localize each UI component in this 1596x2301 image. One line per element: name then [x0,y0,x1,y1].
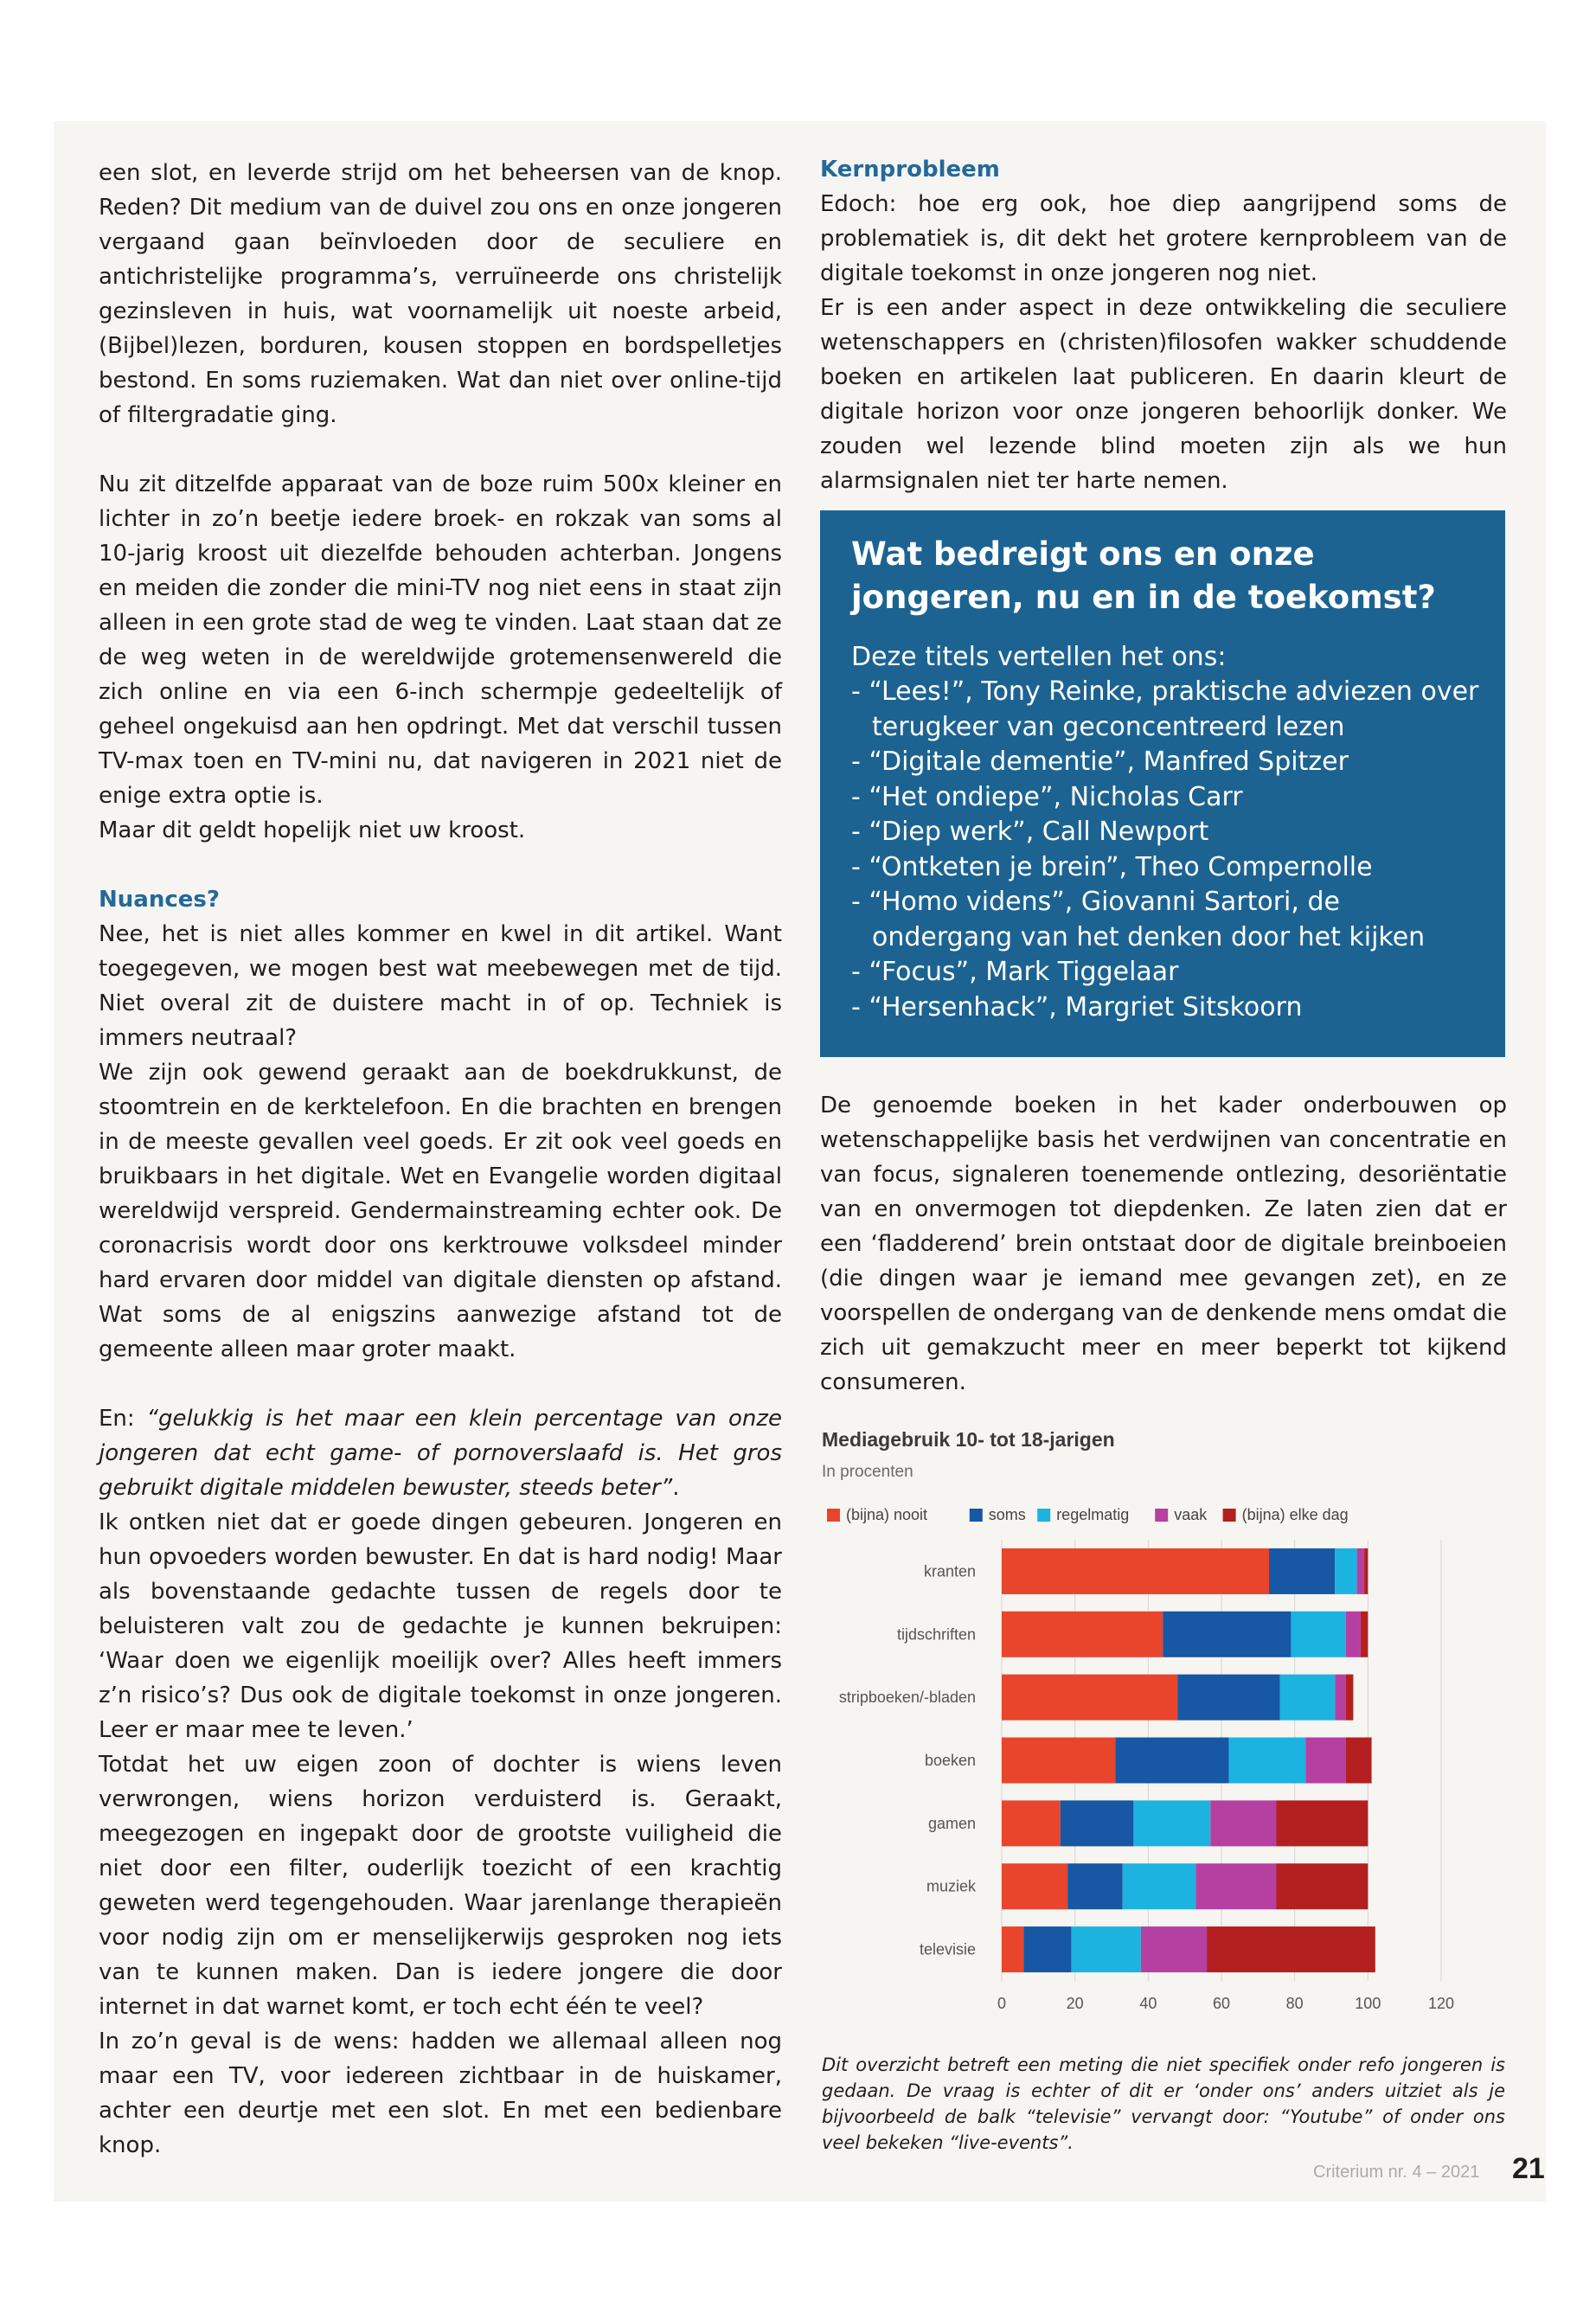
x-tick-label: 40 [1139,1995,1157,2012]
bar-segment [1002,1675,1177,1721]
bar-segment [1364,1548,1368,1594]
paragraph: Edoch: hoe erg ook, hoe diep aangrijpend soms de problematiek is, dit dekt het grotere kernprobleem van de digitale toekomst in onze jongeren nog niet. [820,191,1507,286]
paragraph: In zo’n geval is de wens: hadden we allemaal alleen nog maar een TV, voor iedereen zichtbaar in de huiskamer, achter een deurtje met een slot. En met een bedienbare knop. [99,2029,782,2158]
legend-swatch [1037,1509,1050,1522]
paragraph: Nee, het is niet alles kommer en kwel in dit artikel. Want toegegeven, we mogen best wat meebewegen met de tijd. Niet overal zit de duistere macht in of op. Techniek is immers neutraal? [99,921,782,1051]
category-label: televisie [919,1940,976,1958]
bar-segment [1357,1548,1364,1594]
bar-segment [1023,1926,1071,1972]
bar-segment [1346,1738,1372,1784]
quote-suffix: . [672,1475,680,1501]
book-item: - “Ontketen je brein”, Theo Compernolle [851,851,1373,882]
bar-segment [1002,1863,1067,1909]
bar-segment [1305,1738,1346,1784]
category-label: stripboeken/-bladen [838,1689,976,1707]
bar-segment [1123,1863,1196,1909]
paragraph: een slot, en leverde strijd om het beheersen van de knop. Reden? Dit medium van de duivel zou ons en onze jongeren vergaand gaan beïnvloeden door de seculiere en antichristelijke programma’s, verruïneerde ons christelijk gezinsleven in huis, wat voornamelijk uit noeste arbeid, (Bijbel)lezen, borduren, kousen stoppen en bordspelletjes bestond. En soms ruziemaken. Wat dan niet over online-tijd of filtergradatie ging. [99,160,782,428]
bar-segment [1002,1612,1163,1657]
legend-label: regelmatig [1056,1506,1130,1523]
legend-swatch [970,1509,983,1522]
section-heading: Nuances? [99,887,220,913]
paragraph [99,1401,782,1505]
book-item: - “Het ondiepe”, Nicholas Carr [851,781,1243,812]
bar-segment [1210,1800,1276,1846]
bar-segment [1061,1800,1134,1846]
category-label: muziek [926,1877,976,1895]
page-number: 21 [1512,2152,1545,2185]
box-title: Wat bedreigt ons en onze jongeren, nu en in de toekomst? [851,535,1436,616]
category-label: boeken [924,1752,976,1769]
footer-publication: Criterium nr. 4 – 2021 [1313,2163,1480,2182]
bar-segment [1291,1612,1346,1657]
paragraph: Ik ontken niet dat er goede dingen gebeuren. Jongeren en hun opvoeders worden bewuster. En dat is hard nodig! Maar als bovenstaande gedachte tussen de regels door te beluisteren valt zou de gedachte je kunnen bekruipen: ‘Waar doen we eigenlijk moeilijk over? Alles heeft immers z’n risico’s? Dus ook de digitale toekomst in onze jongeren. Leer er maar mee te leven.’ [99,1509,782,1743]
bar-segment [1177,1675,1280,1721]
bar-segment [1277,1863,1368,1909]
bar-segment [1195,1863,1276,1909]
category-label: tijdschriften [896,1625,976,1644]
book-list-box [820,510,1505,1057]
paragraph: De genoemde boeken in het kader onderbouwen op wetenschappelijke basis het verdwijnen van concentratie en van focus, signaleren toenemende ontlezing, desoriëntatie van en onvermogen tot diepdenken. Ze laten zien dat er een ‘fladderend’ brein ontstaat door de digitale breinboeien (die dingen waar je iemand mee gevangen zet), en ze voorspellen de ondergang van de denkende mens omdat die zich uit gemakzucht meer en meer beperkt tot kijkend consumeren. [820,1093,1507,1395]
x-tick-label: 100 [1355,1995,1381,2012]
right-column-lower [820,1088,1507,1400]
bar-segment [1141,1926,1207,1972]
legend-swatch [1155,1509,1168,1522]
bar-segment [1280,1675,1336,1721]
bar-segment [1346,1675,1353,1721]
paragraph: Nu zit ditzelfde apparaat van de boze ruim 500x kleiner en lichter in zo’n beetje iedere broek- en rokzak van soms al 10-jarig kroost uit diezelfde behouden achterban. Jongens en meiden die zonder die mini-TV nog niet eens in staat zijn alleen in een grote stad de weg te vinden. Laat staan dat ze de weg weten in de wereldwijde grotemensenwereld die zich online en via een 6-inch schermpje gedeeltelijk of geheel ongekuisd aan hen opdringt. Met dat verschil tussen TV-max toen en TV-mini nu, dat navigeren in 2021 niet de enige extra optie is. [99,471,782,809]
bar-segment [1269,1548,1335,1594]
legend-label: (bijna) nooit [846,1506,928,1523]
legend-label: soms [988,1506,1026,1523]
bar-segment [1002,1800,1061,1846]
x-tick-label: 80 [1285,1995,1304,2012]
legend-swatch [827,1509,840,1522]
category-label: kranten [923,1562,976,1580]
paragraph: Totdat het uw eigen zoon of dochter is wiens leven verwrongen, wiens horizon verduisterd is. Geraakt, meegezogen en ingepakt door de grootste vuiligheid die niet door een filter, ouderlijk toezicht of een krachtig geweten werd tegengehouden. Waar jarenlange therapieën voor nodig zijn om er menselijkerwijs gesproken nog iets van te kunnen maken. Dan is iedere jongere die door internet in dat warnet komt, er toch echt één te veel? [99,1752,782,2020]
bar-segment [1207,1926,1375,1972]
chart-subtitle: In procenten [822,1463,913,1481]
paragraph: Er is een ander aspect in deze ontwikkeling die seculiere wetenschappers en (christen)filosofen wakker schuddende boeken en artikelen laat publiceren. En daarin kleurt de digitale horizon voor onze jongeren behoorlijk donker. We zouden wel lezende blind moeten zijn als we hun alarmsignalen niet ter harte nemen. [820,295,1507,494]
box-intro: Deze titels vertellen het ons: [851,642,1227,672]
bar-segment [1002,1738,1115,1784]
bar-segment [1163,1612,1291,1657]
x-tick-label: 0 [997,1995,1007,2012]
book-item: - “Hersenhack”, Margriet Sitskoorn [851,991,1303,1022]
x-tick-label: 20 [1066,1995,1084,2012]
category-label: gamen [927,1814,976,1832]
bar-segment [1071,1926,1140,1972]
bar-segment [1335,1675,1346,1721]
x-tick-label: 60 [1212,1995,1231,2012]
bar-segment [1133,1800,1210,1846]
bar-segment [1228,1738,1305,1784]
x-tick-label: 120 [1427,1995,1455,2012]
paragraph: We zijn ook gewend geraakt aan de boekdrukkunst, de stoomtrein en de kerktelefoon. En die brachten en brengen in de meeste gevallen veel goeds. Er zit ook veel goeds en bruikbaars in het digitale. Wet en Evangelie worden digitaal wereldwijd verspreid. Gendermainstreaming echter ook. De coronacrisis wordt door ons kerktrouwe volksdeel minder hard ervaren door middel van digitale diensten op afstand. Wat soms de al enigszins aanwezige afstand tot de gemeente alleen maar groter maakt. [99,1060,782,1362]
bar-segment [1002,1548,1269,1594]
book-item: - “Homo videns”, Giovanni Sartori, de ondergang van het denken door het kijken [851,887,1426,952]
bar-segment [1002,1926,1023,1972]
left-column [99,156,782,2163]
right-column [820,152,1507,498]
book-item: - “Lees!”, Tony Reinke, praktische adviezen over terugkeer van geconcentreerd lezen [851,676,1479,742]
bar-segment [1067,1863,1123,1909]
legend-label: (bijna) elke dag [1241,1506,1349,1523]
legend-swatch [1223,1509,1236,1522]
book-list [851,675,1483,1025]
book-item: - “Digitale dementie”, Manfred Spitzer [851,747,1349,777]
chart-caption: Dit overzicht betreft een meting die niet specifiek onder refo jongeren is gedaan. De vraag is echter of dit er ‘onder ons’ anders uitziet als je bijvoorbeeld de balk “televisie” vervangt door: “Youtube” of onder ons veel bekeken “live-events”. [822,2054,1505,2153]
media-usage-chart [813,1495,1505,2031]
bar-segment [1335,1548,1356,1594]
quote-prefix: En: [99,1406,147,1432]
bar-segment [1346,1612,1361,1657]
section-heading: Kernprobleem [820,157,1000,183]
chart-title: Mediagebruik 10- tot 18-jarigen [822,1428,1115,1451]
book-item: - “Diep werk”, Call Newport [851,817,1209,847]
bar-segment [1115,1738,1228,1784]
quote: “gelukkig is het maar een klein percentage van onze jongeren dat echt game- of pornoverslaafd is. Het gros gebruikt digitale middelen bewuster, steeds beter” [99,1406,782,1501]
bar-segment [1361,1612,1368,1657]
bar-segment [1277,1800,1368,1846]
paragraph: Maar dit geldt hopelijk niet uw kroost. [99,817,526,843]
book-item: - “Focus”, Mark Tiggelaar [851,957,1179,987]
legend-label: vaak [1174,1506,1208,1523]
